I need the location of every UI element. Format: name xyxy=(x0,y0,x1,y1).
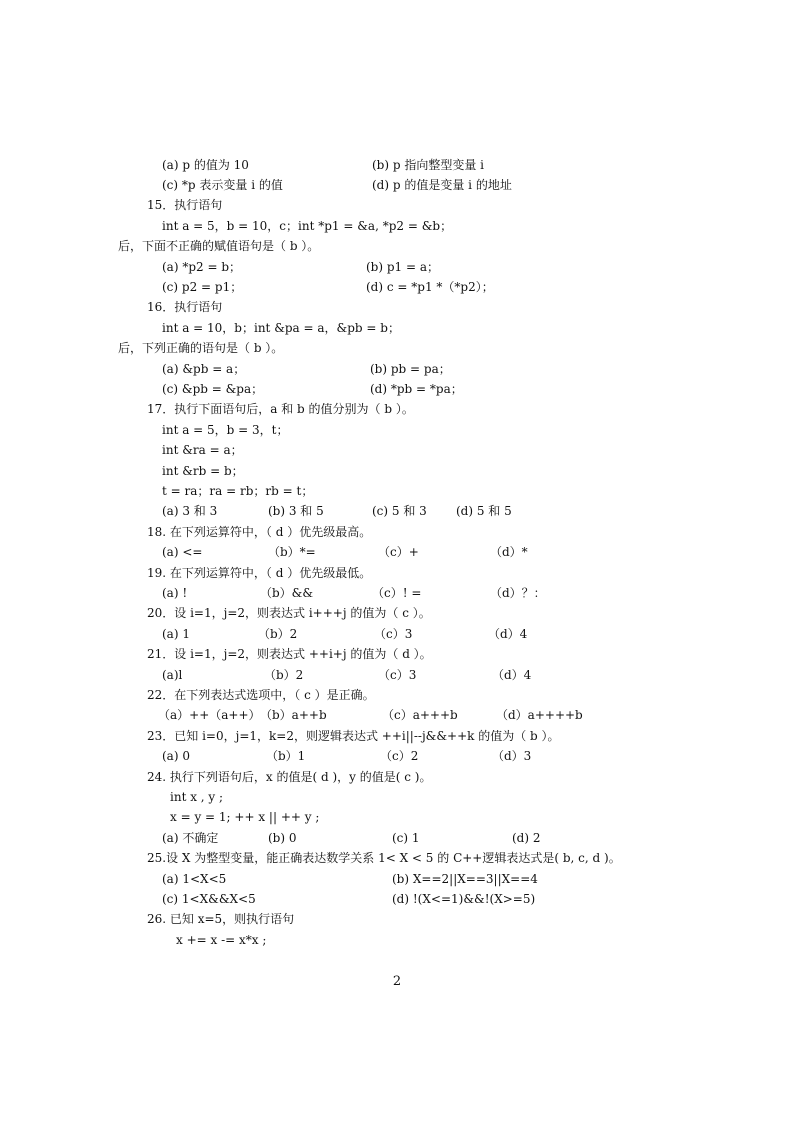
text-segment: (a) <= xyxy=(162,545,203,559)
text-segment: （c）3 xyxy=(374,627,413,641)
text-line xyxy=(0,155,794,175)
text-segment: (c) p2 = p1； xyxy=(162,280,243,294)
text-segment: 20．设 i=1，j=2，则表达式 i+++j 的值为（ c ）。 xyxy=(147,606,431,620)
text-segment: 21．设 i=1，j=2，则表达式 ++i+j 的值为（ d ）。 xyxy=(147,647,432,661)
text-segment: 16．执行语句 xyxy=(147,300,223,314)
text-segment: （a）++（a++） xyxy=(158,708,261,722)
text-line xyxy=(0,603,794,623)
text-segment: (d) p 的值是变量 i 的地址 xyxy=(372,178,512,192)
text-segment: (b) p 指向整型变量 i xyxy=(372,158,485,172)
text-line xyxy=(0,359,794,379)
text-line xyxy=(0,705,794,725)
text-segment: (b) X==2||X==3||X==4 xyxy=(392,872,538,886)
text-line xyxy=(0,522,794,542)
text-segment: int a = 5，b = 3，t； xyxy=(162,423,289,437)
text-line xyxy=(0,665,794,685)
text-line xyxy=(0,461,794,481)
text-segment: （c）2 xyxy=(380,749,419,763)
text-segment: （c）3 xyxy=(378,668,417,682)
text-line xyxy=(0,889,794,909)
text-segment: （b）1 xyxy=(266,749,306,763)
text-line xyxy=(0,563,794,583)
text-segment: (c) 5 和 3 xyxy=(372,504,427,518)
text-line xyxy=(0,869,794,889)
text-segment: 后，下面不正确的赋值语句是（ b ）。 xyxy=(118,239,320,253)
text-line xyxy=(0,807,794,827)
text-line xyxy=(0,909,794,929)
text-line xyxy=(0,318,794,338)
text-line xyxy=(0,420,794,440)
text-segment: (c) 1 xyxy=(392,831,420,845)
text-line xyxy=(0,828,794,848)
text-segment: （b）&& xyxy=(260,586,314,600)
text-segment: (d) c = *p1 *（*p2）； xyxy=(366,280,494,294)
text-segment: x = y = 1; ++ x || ++ y ; xyxy=(170,810,320,824)
text-line xyxy=(0,379,794,399)
text-segment: 15．执行语句 xyxy=(147,198,223,212)
text-segment: (a) 0 xyxy=(162,749,190,763)
text-line xyxy=(0,542,794,562)
text-line xyxy=(0,195,794,215)
text-segment: 19. 在下列运算符中，（ d ）优先级最低。 xyxy=(147,566,372,580)
text-segment: int a = 10，b；int &pa = a，&pb = b； xyxy=(162,321,400,335)
text-segment: (a)l xyxy=(162,668,183,682)
text-segment: (a) 1<X<5 xyxy=(162,872,227,886)
text-segment: (a) 不确定 xyxy=(162,831,219,845)
text-segment: （d）* xyxy=(490,545,528,559)
text-line xyxy=(0,277,794,297)
text-segment: （b）2 xyxy=(258,627,298,641)
text-line xyxy=(0,440,794,460)
text-segment: int &rb = b； xyxy=(162,464,244,478)
text-segment: 17．执行下面语句后，a 和 b 的值分别为（ b ）。 xyxy=(147,402,414,416)
text-line xyxy=(0,175,794,195)
text-segment: 后，下列正确的语句是（ b ）。 xyxy=(118,341,284,355)
text-segment: (d) *pb = *pa； xyxy=(370,382,463,396)
text-line xyxy=(0,501,794,521)
text-line xyxy=(0,399,794,419)
text-segment: (b) p1 = a； xyxy=(366,260,440,274)
text-segment: (a) &pb = a； xyxy=(162,362,246,376)
page-number: 2 xyxy=(392,974,402,989)
text-segment: (b) 3 和 5 xyxy=(268,504,324,518)
text-line xyxy=(0,338,794,358)
text-segment: (b) pb = pa； xyxy=(370,362,451,376)
text-segment: 22．在下列表达式选项中，（ c ）是正确。 xyxy=(147,688,375,702)
text-segment: (c) &pb = &pa； xyxy=(162,382,264,396)
text-segment: （c）+ xyxy=(378,545,419,559)
text-segment: (c) *p 表示变量 i 的值 xyxy=(162,178,283,192)
text-segment: (a) 1 xyxy=(162,627,190,641)
text-segment: (a) *p2 = b； xyxy=(162,260,242,274)
text-line xyxy=(0,746,794,766)
text-segment: (b) 0 xyxy=(268,831,297,845)
text-segment: (d) 5 和 5 xyxy=(456,504,512,518)
text-segment: （b）2 xyxy=(264,668,304,682)
text-segment: 23．已知 i=0，j=1，k=2，则逻辑表达式 ++i||--j&&++k 的值为（ b ）。 xyxy=(147,729,560,743)
text-line xyxy=(0,216,794,236)
text-segment: （d）3 xyxy=(492,749,532,763)
text-segment: （c）a+++b xyxy=(382,708,458,722)
text-segment: (d) 2 xyxy=(512,831,541,845)
text-segment: (a) p 的值为 10 xyxy=(162,158,249,172)
text-segment: (a) ! xyxy=(162,586,188,600)
text-segment: （d）4 xyxy=(492,668,532,682)
text-segment: 24. 执行下列语句后，x 的值是( d )，y 的值是( c )。 xyxy=(147,770,432,784)
text-segment: (d) !(X<=1)&&!(X>=5) xyxy=(392,892,536,906)
text-segment: 26. 已知 x=5，则执行语句 xyxy=(147,912,295,926)
text-line xyxy=(0,930,794,950)
text-segment: （d）a++++b xyxy=(496,708,583,722)
text-line xyxy=(0,787,794,807)
text-segment: int &ra = a； xyxy=(162,443,243,457)
text-segment: 25.设 X 为整型变量，能正确表达数学关系 1< X < 5 的 C++逻辑表达式是( b, c, d )。 xyxy=(147,851,621,865)
text-line xyxy=(0,481,794,501)
text-line xyxy=(0,726,794,746)
text-segment: （d）4 xyxy=(488,627,528,641)
text-line xyxy=(0,297,794,317)
text-segment: （c）! = xyxy=(372,586,422,600)
text-line xyxy=(0,848,794,868)
text-segment: int x , y ; xyxy=(170,790,224,804)
text-line xyxy=(0,583,794,603)
text-segment: （d）？： xyxy=(490,586,546,600)
text-segment: (a) 3 和 3 xyxy=(162,504,218,518)
text-line xyxy=(0,624,794,644)
text-segment: (c) 1<X&&X<5 xyxy=(162,892,256,906)
text-segment: 18. 在下列运算符中，（ d ）优先级最高。 xyxy=(147,525,372,539)
text-line xyxy=(0,257,794,277)
text-segment: x += x -= x*x ; xyxy=(176,933,267,947)
text-line xyxy=(0,685,794,705)
text-segment: t = ra；ra = rb；rb = t； xyxy=(162,484,314,498)
text-segment: （b）a++b xyxy=(260,708,327,722)
text-segment: （b）*= xyxy=(268,545,316,559)
text-segment: int a = 5，b = 10，c；int *p1 = &a, *p2 = &b； xyxy=(162,219,453,233)
text-line xyxy=(0,644,794,664)
text-line xyxy=(0,236,794,256)
text-line xyxy=(0,767,794,787)
